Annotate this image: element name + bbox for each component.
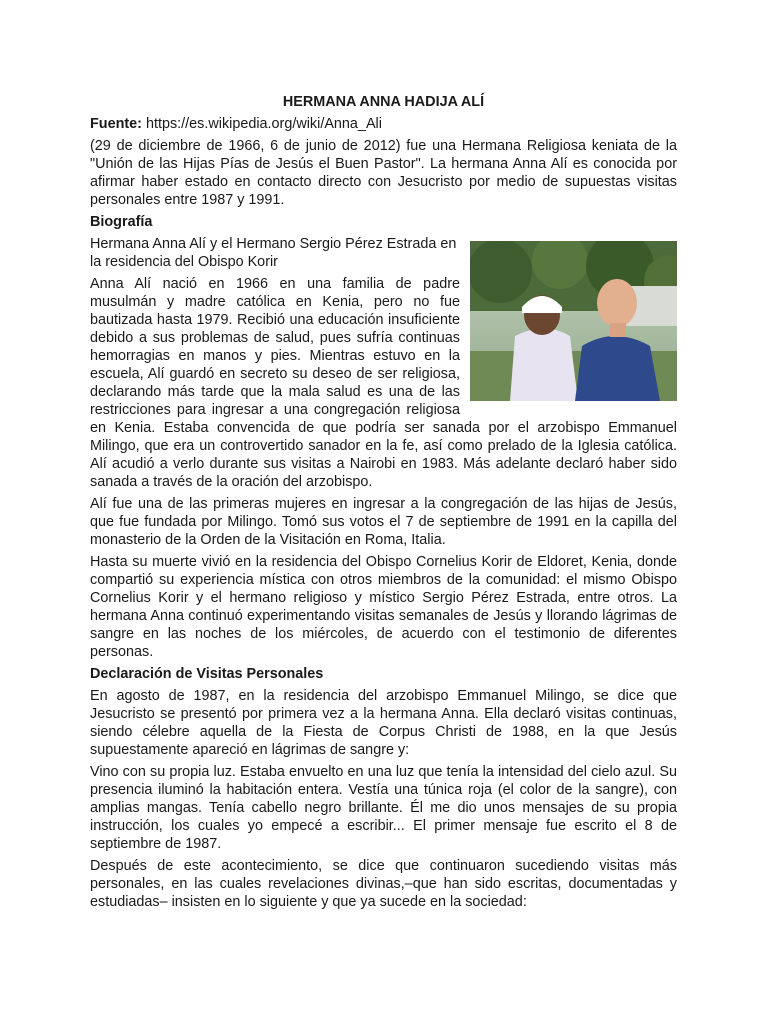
visits-paragraph-1: En agosto de 1987, en la residencia del arzobispo Emmanuel Milingo, se dice que Jesucristo se presentó por primera vez a la hermana Anna. Ella declaró visitas continuas, siendo célebre aquella de la Fiesta de Corpus Christi de 1988, en la que Jesús supuestamente apareció en lágrimas de sangre y: [90,688,677,758]
source-url[interactable]: https://es.wikipedia.org/wiki/Anna_Ali [145,116,382,132]
photo-image [470,241,677,401]
document-title: HERMANA ANNA HADIJA ALÍ [282,94,485,110]
visits-paragraph-3: Después de este acontecimiento, se dice que continuaron sucediendo visitas más personales, en las cuales revelaciones divinas,–que han sido escritas, documentadas y estudiadas– insisten en lo siguiente y que ya sucede en la sociedad: [90,858,677,910]
biography-heading: Biografía [90,214,153,230]
intro-paragraph: (29 de diciembre de 1966, 6 de junio de 2012) fue una Hermana Religiosa keniata de la "Unión de las Hijas Pías de Jesús el Buen Pastor". La hermana Anna Alí es conocida por afirmar haber estado en contacto directo con Jesucristo por medio de supuestas visitas personales entre 1987 y 1991. [90,138,677,208]
biography-paragraph-2: Alí fue una de las primeras mujeres en ingresar a la congregación de las hijas de Jesús, que fue fundada por Milingo. Tomó sus votos el 7 de septiembre de 1991 en la capilla del monasterio de la Orden de la Visitación en Roma, Italia. [90,496,677,548]
biography-section [90,235,677,495]
biography-paragraph-3: Hasta su muerte vivió en la residencia del Obispo Cornelius Korir de Eldoret, Kenia, donde compartió su experiencia mística con otros miembros de la comunidad: el mismo Obispo Cornelius Korir y el hermano religioso y místico Sergio Pérez Estrada, entre otros. La hermana Anna continuó experimentando visitas semanales de Jesús y llorando lágrimas de sangre en las noches de los miércoles, de acuerdo con el testimonio de diferentes personas. [90,554,677,660]
visits-heading: Declaración de Visitas Personales [90,666,324,682]
biography-paragraph-1: Anna Alí nació en 1966 en una familia de padre musulmán y madre católica en Kenia, pero no fue bautizada hasta 1979. Recibió una educación insuficiente debido a sus problemas de salud, pues sufría continuas hemorragias en manos y pies. Mientras estuvo en la escuela, Alí guardó en secreto su deseo de ser religiosa, declarando más tarde que la mala salud es una de las restricciones para ingresar a una congregación religiosa en Kenia. Estaba convencida de que podría ser sanada por el arzobispo Emmanuel Milingo, que era un controvertido sanador en la fe, así como prelado de la Iglesia católica. Alí acudió a verlo durante sus visitas a Nairobi en 1983. Más adelante declaró haber sido sanada a través de la oración del arzobispo. [90,276,677,490]
source-label: Fuente: [90,116,142,132]
source-line [90,115,677,133]
visits-paragraph-2: Vino con su propia luz. Estaba envuelto en una luz que tenía la intensidad del cielo azul. Su presencia iluminó la habitación entera. Vestía una túnica roja (el color de la sangre), con amplias mangas. Tenía cabello negro brillante. Él me dio unos mensajes de su propia instrucción, los cuales yo empecé a escribir... El primer mensaje fue escrito el 8 de septiembre de 1987. [90,764,677,852]
photo [470,241,677,401]
photo-caption: Hermana Anna Alí y el Hermano Sergio Pérez Estrada en la residencia del Obispo Korir [90,236,457,270]
